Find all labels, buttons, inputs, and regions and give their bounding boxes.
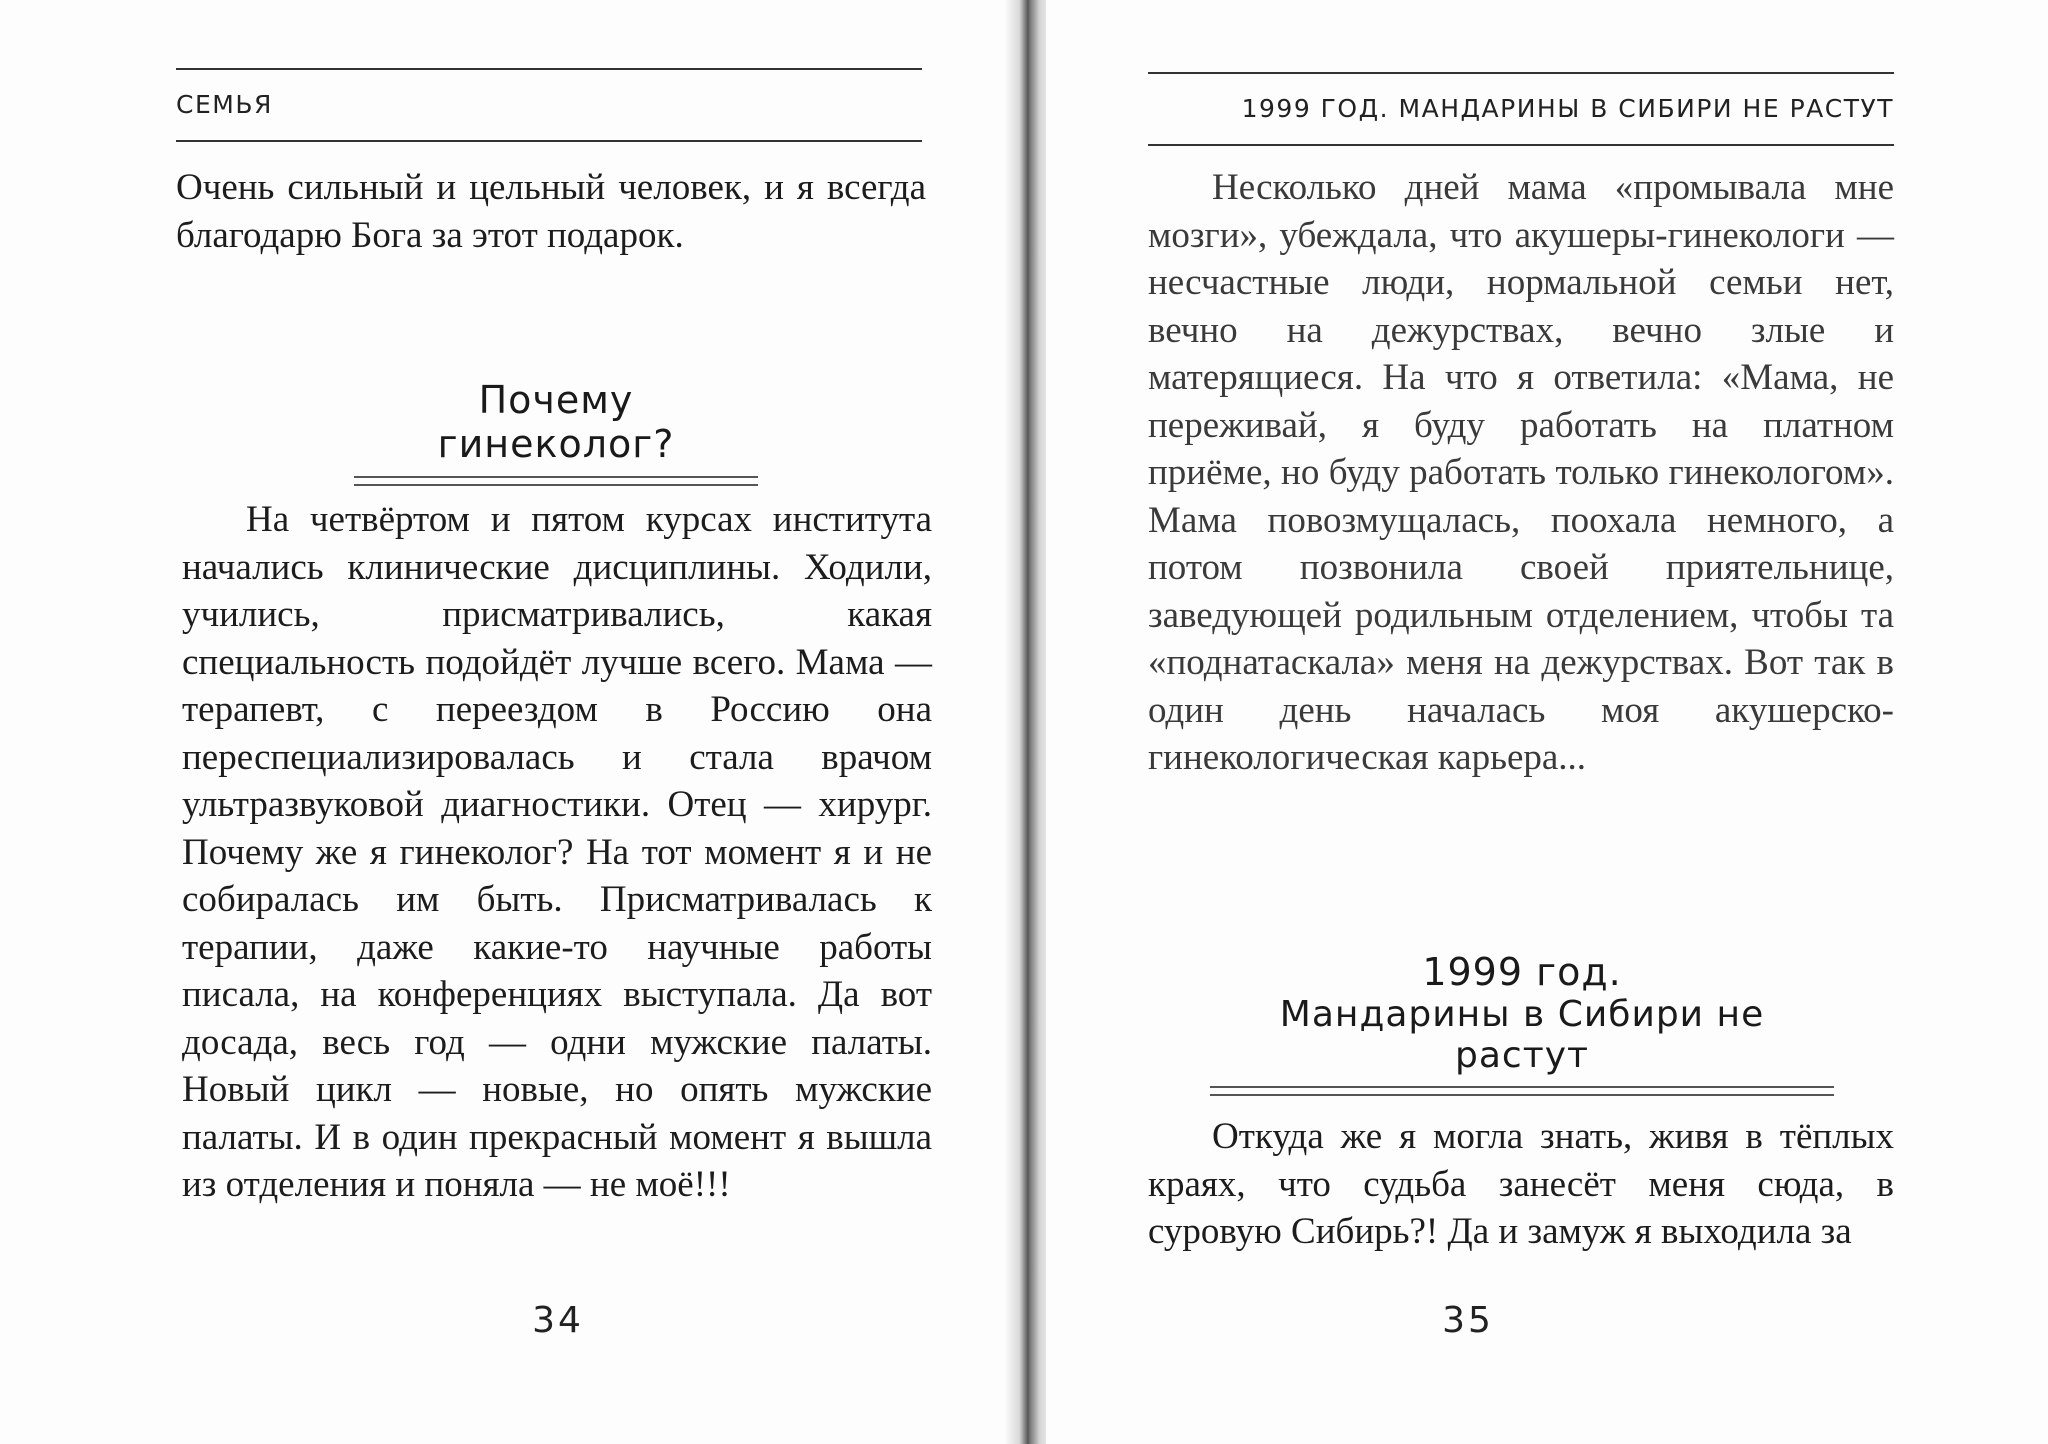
- page-number-left: 34: [532, 1300, 584, 1341]
- heading-why-gynecologist: Почему гинеколог?: [437, 378, 675, 466]
- running-head-left: СЕМЬЯ: [176, 68, 922, 142]
- heading-rule-left: [354, 476, 758, 486]
- heading-year: 1999 год.: [1422, 950, 1622, 994]
- left-top-text: [176, 164, 926, 259]
- heading-mandarins: Мандарины в Сибири не растут: [1279, 994, 1765, 1076]
- left-main-paragraph: На четвёртом и пятом курсах института начались клинические дисциплины. Ходили, учились, присматривались, какая специальность подойдёт лучше всего. Мама — терапевт, с переездом в Россию она переспециализировалась и стала врачом ультразвуковой диагностики. Отец — хирург. Почему же я гинеколог? На тот момент я и не собиралась им быть. Присматривалась к терапии, даже какие-то научные работы писала, на конференциях выступала. Да вот досада, весь год — одни мужские палаты. Новый цикл — новые, но опять мужские палаты. И в один прекрасный момент я вышла из отделения и поняла — не моё!!!: [182, 499, 932, 1205]
- running-head-right: 1999 ГОД. МАНДАРИНЫ В СИБИРИ НЕ РАСТУТ: [1148, 72, 1894, 146]
- left-main-text: [182, 496, 932, 1209]
- right-main-paragraph: Несколько дней мама «промывала мне мозги», убеждала, что акушеры-гинекологи — несчастные люди, нормальной семьи нет, вечно на дежурствах, вечно злые и матерящиеся. На что я ответила: «Мама, не переживай, я буду работать на платном приёме, но буду работать только гинекологом». Мама повозмущалась, поохала немного, а потом позвонила своей приятельнице, заведующей родильным отделением, чтобы та «поднатаскала» меня на дежурствах. Вот так в один день началась моя акушерско-гинекологическая карьера...: [1148, 167, 1894, 778]
- heading-rule-right: [1210, 1086, 1834, 1096]
- right-bottom-text: [1148, 1113, 1894, 1256]
- right-page: [1046, 0, 2048, 1444]
- section-heading-left: [354, 378, 758, 486]
- right-main-text: [1148, 164, 1894, 782]
- right-bottom-paragraph: Откуда же я могла знать, живя в тёплых краях, что судьба занесёт меня сюда, в суровую Сибирь?! Да и замуж я выходила за: [1148, 1116, 1894, 1252]
- left-page: [0, 0, 1020, 1444]
- left-top-paragraph: Очень сильный и цельный человек, и я всегда благодарю Бога за этот подарок.: [176, 167, 926, 256]
- section-heading-right: [1210, 950, 1834, 1096]
- page-number-right: 35: [1442, 1300, 1494, 1341]
